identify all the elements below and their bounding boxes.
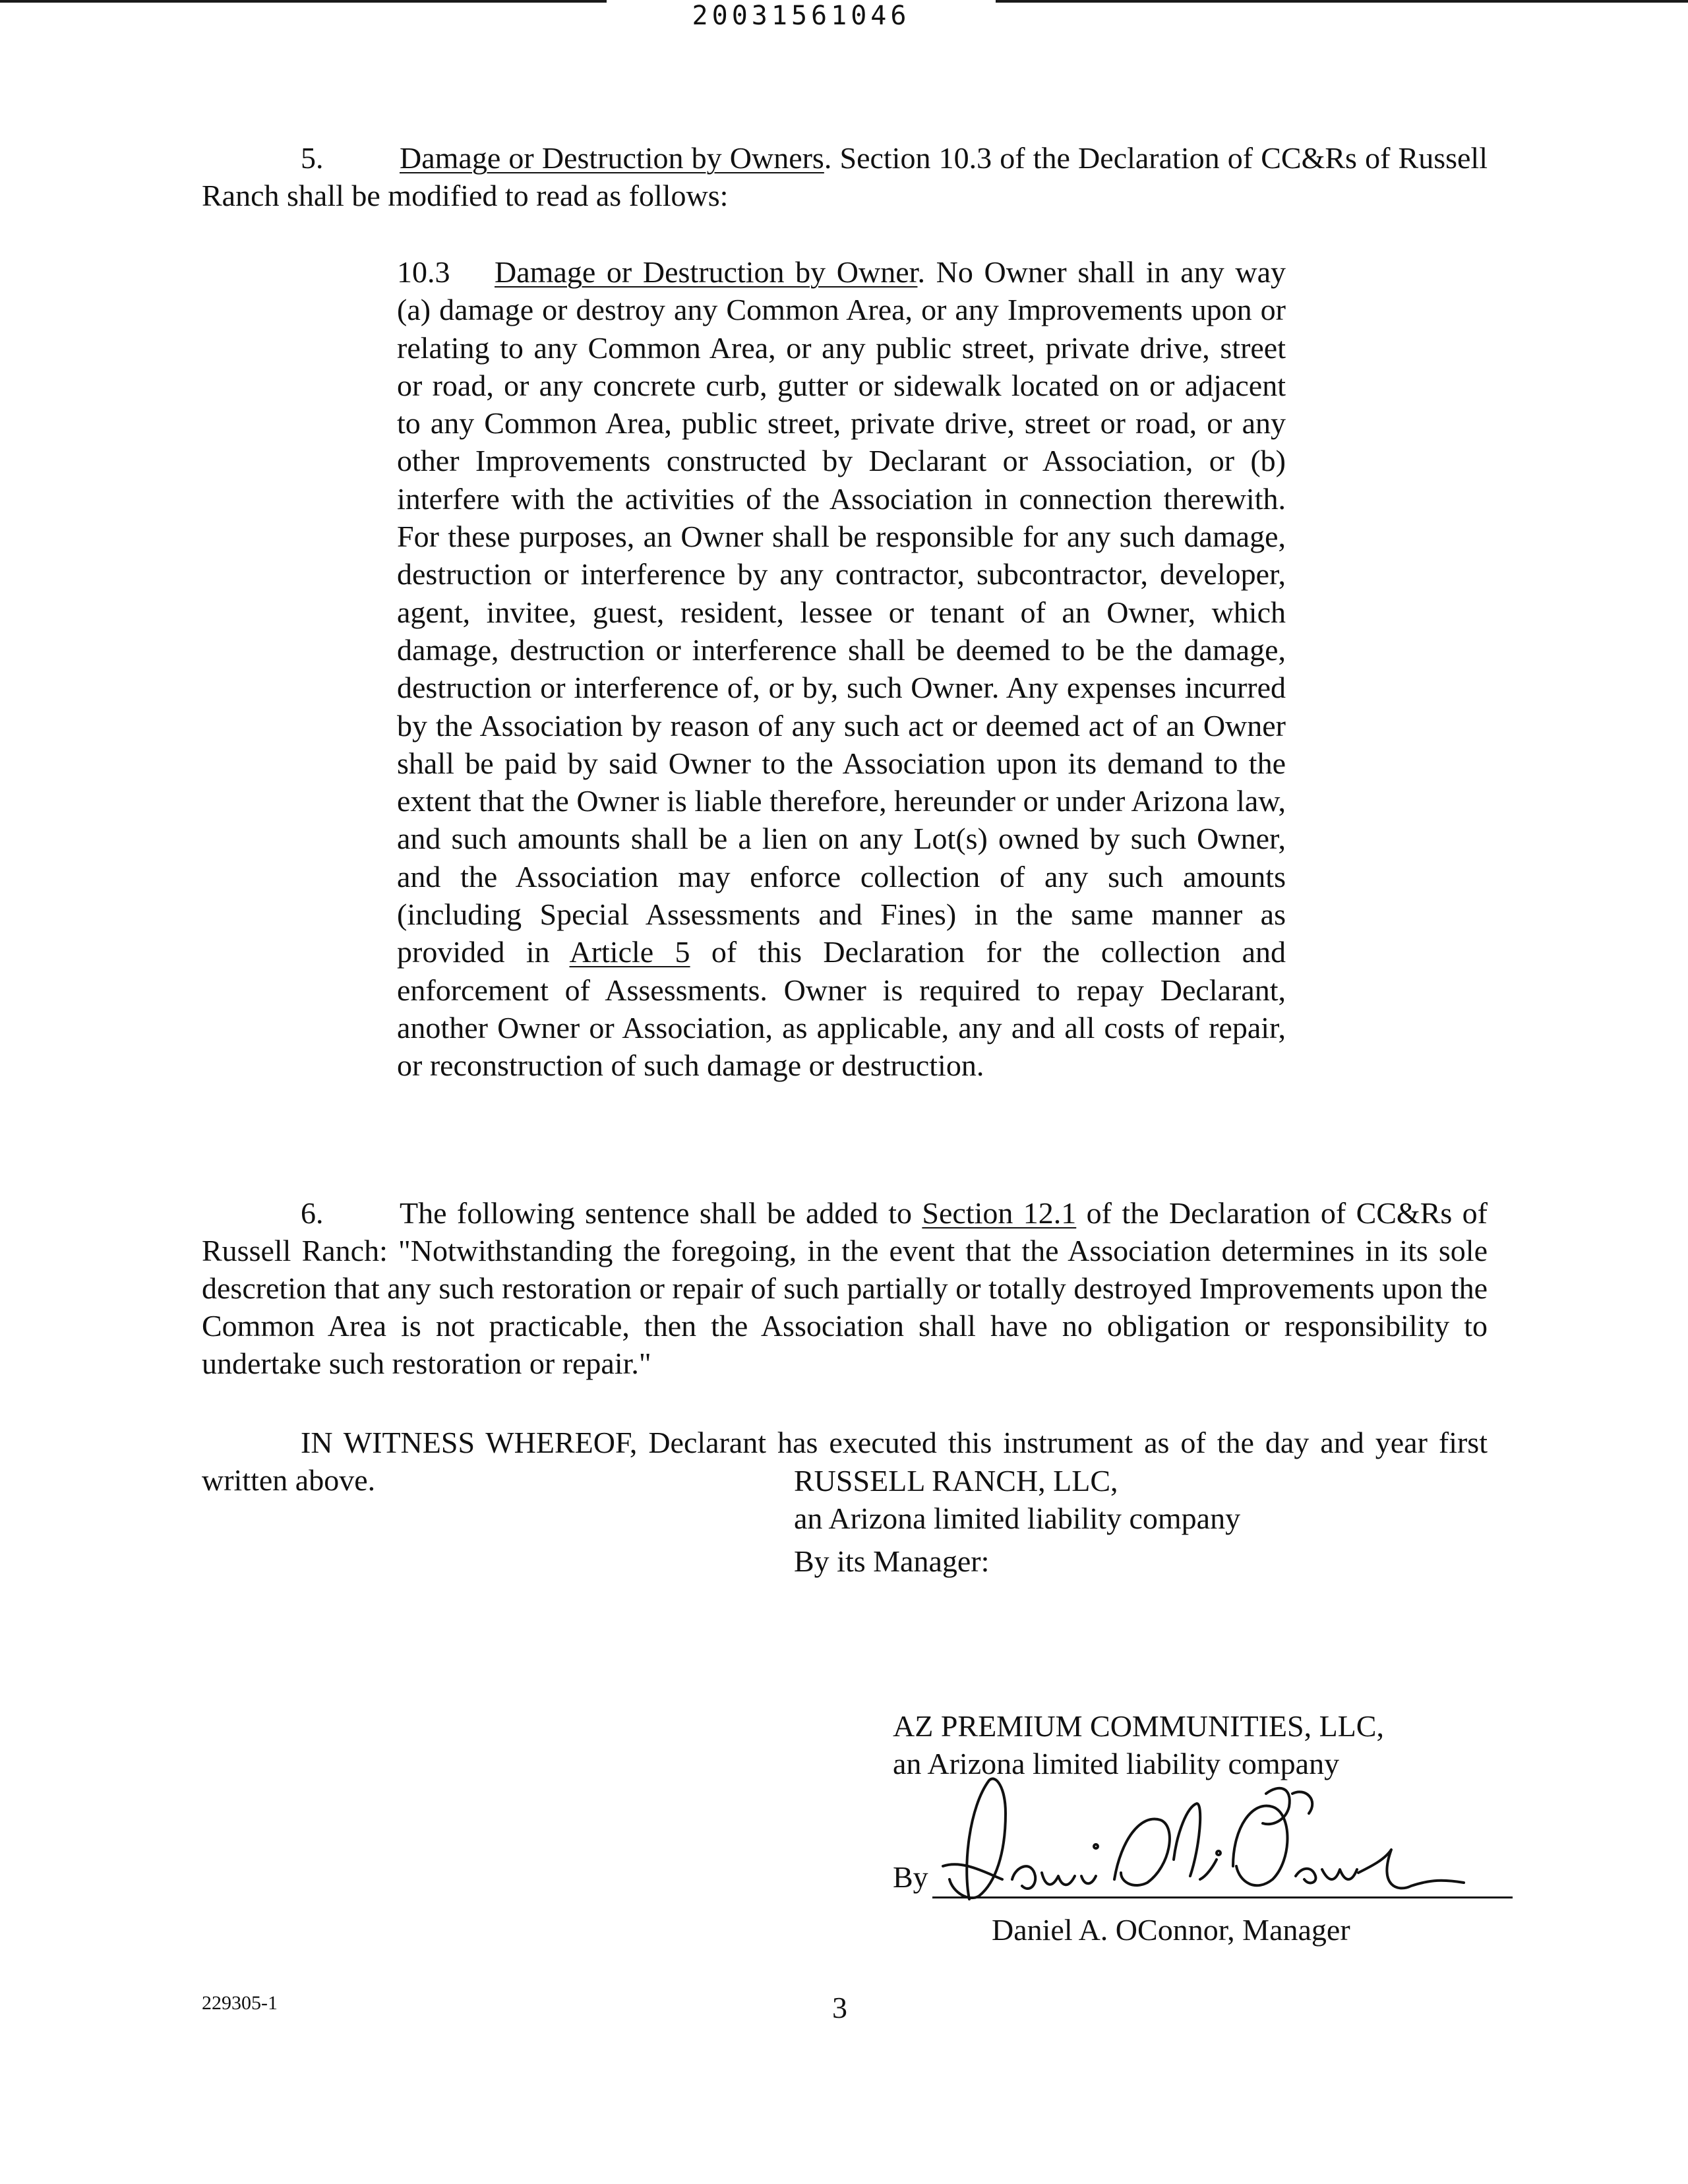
paragraph-5-text: . Section 10.3 of the Declaration of CC&Rs of Russell Ranch shall be modified to read as follows: (202, 141, 1488, 212)
company-block (794, 1462, 1240, 1537)
section-10-3 (397, 253, 1286, 1085)
section-10-3-heading: Damage or Destruction by Owner (495, 255, 918, 289)
section-10-3-number: 10.3 (397, 255, 450, 289)
company-name: RUSSELL RANCH, LLC, (794, 1464, 1118, 1498)
by-label: By (893, 1860, 928, 1894)
handwritten-signature (923, 1767, 1477, 1912)
header-rule-left (0, 0, 607, 3)
paragraph-5-heading: Damage or Destruction by Owners (400, 141, 824, 175)
document-number: 20031561046 (692, 1, 911, 31)
paragraph-5 (202, 139, 1488, 214)
paragraph-5-number: 5. (301, 141, 324, 175)
article-5-reference: Article 5 (569, 935, 690, 969)
header-rule-right (996, 0, 1688, 3)
page-number: 3 (832, 1991, 847, 2024)
company-description: an Arizona limited liability company (794, 1502, 1241, 1535)
footer-document-code: 229305-1 (202, 1992, 278, 2014)
manager-company-name: AZ PREMIUM COMMUNITIES, LLC, (893, 1709, 1384, 1743)
paragraph-6-text-2: of the Declaration of CC&Rs of Russell Ranch: "Notwithstanding the foregoing, in the event that the Association determines in its sole descretion that any such restoration or repair of such partially or totally destroyed Improvements upon the Common Area is not practicable, then the Association shall have no obligation or responsibility to undertake such restoration or repair." (202, 1196, 1488, 1380)
witness-paragraph: IN WITNESS WHEREOF, Declarant has executed this instrument as of the day and year first written above. (202, 1426, 1488, 1497)
paragraph-6 (202, 1194, 1488, 1382)
section-12-1-reference: Section 12.1 (922, 1196, 1077, 1230)
section-10-3-text-2: of this Declaration for the collection and enforcement of Assessments. Owner is required to repay Declarant, another Owner or Association, as applicable, any and all costs of repair, or reconstruction of such damage or destruction. (397, 935, 1286, 1083)
manager-company-description: an Arizona limited liability company (893, 1747, 1340, 1780)
by-its-manager: By its Manager: (794, 1544, 990, 1578)
section-10-3-text-1: . No Owner shall in any way (a) damage or destroy any Common Area, or any Improvements upon or relating to any Common Area, or any public street, private drive, street or road, or any concrete curb, gutter or sidewalk located on or adjacent to any Common Area, public street, private drive, street or road, or any other Improvements constructed by Declarant or Association, or (b) interfere with the activities of the Association in connection therewith. For these purposes, an Owner shall be responsible for any such damage, destruction or interference by any contractor, subcontractor, developer, agent, invitee, guest, resident, lessee or tenant of an Owner, which damage, destruction or interference shall be deemed to be the damage, destruction or interference of, or by, such Owner. Any expenses incurred by the Association by reason of any such act or deemed act of an Owner shall be paid by said Owner to the Association upon its demand to the extent that the Owner is liable therefore, hereunder or under Arizona law, and such amounts shall be a lien on any Lot(s) owned by such Owner, and the Association may enforce collection of any such amounts (including Special Assessments and Fines) in the same manner as provided in (397, 255, 1286, 969)
paragraph-6-text-1: The following sentence shall be added to (400, 1196, 922, 1230)
paragraph-6-number: 6. (301, 1196, 324, 1230)
signer-name: Daniel A. OConnor, Manager (992, 1913, 1350, 1947)
